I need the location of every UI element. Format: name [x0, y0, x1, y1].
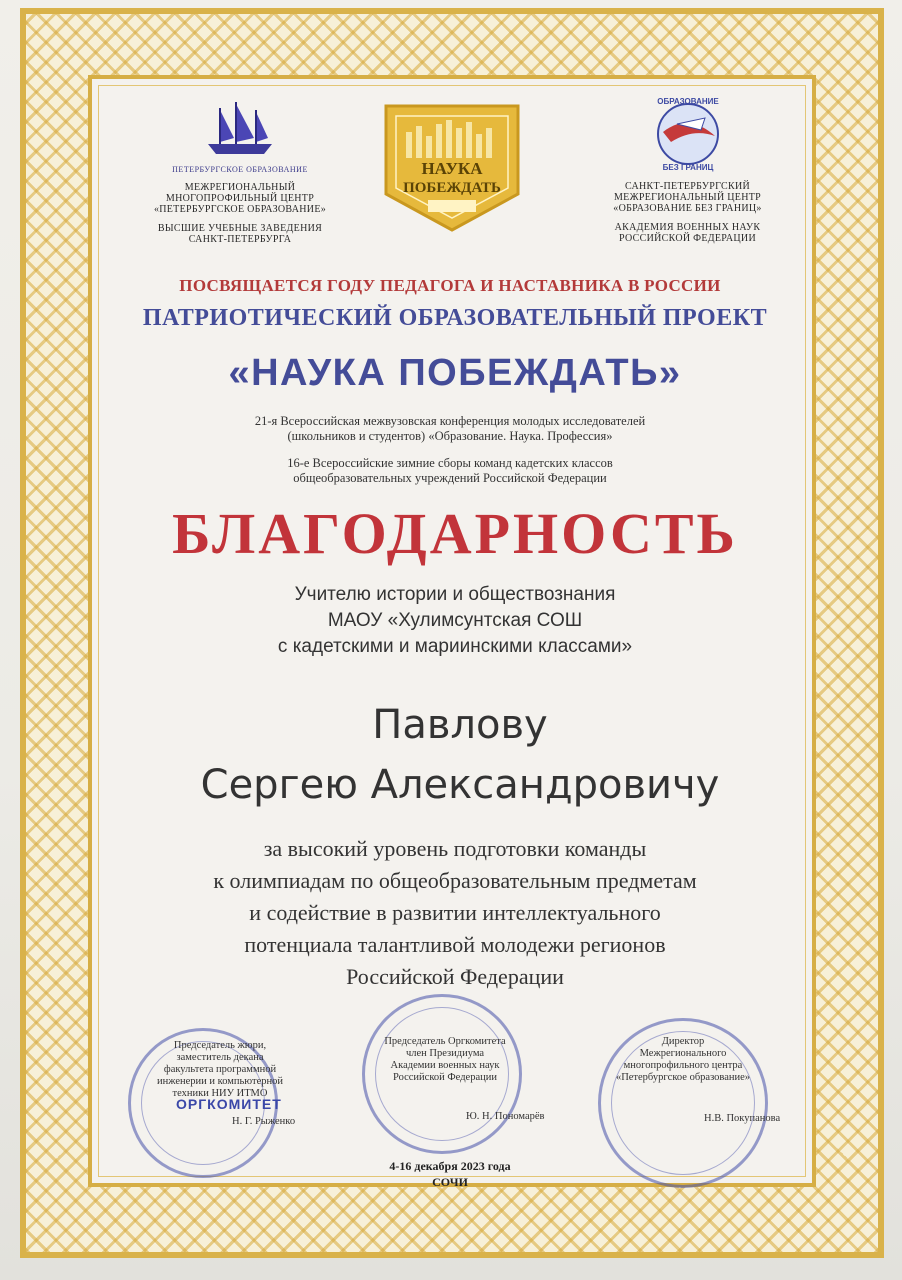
orgcommittee-stamp-label: ОРГКОМИТЕТ — [176, 1096, 282, 1112]
signature-block-director: Директор Межрегионального многопрофильного центра «Петербургское образование» — [615, 1036, 751, 1083]
right-org-academy: АКАДЕМИЯ ВОЕННЫХ НАУК РОССИЙСКОЙ ФЕДЕРАЦИИ — [614, 222, 761, 244]
event-date-place: 4-16 декабря 2023 года СОЧИ — [389, 1159, 511, 1189]
dedication-line: ПОСВЯЩАЕТСЯ ГОДУ ПЕДАГОГА И НАСТАВНИКА В РОССИИ — [179, 276, 721, 295]
globe-bottom-text: БЕЗ ГРАНИЦ — [662, 163, 713, 172]
left-org-name: МЕЖРЕГИОНАЛЬНЫЙ МНОГОПРОФИЛЬНЫЙ ЦЕНТР «ПЕТЕРБУРГСКОЕ ОБРАЗОВАНИЕ» — [153, 182, 327, 215]
globe-top-text: ОБРАЗОВАНИЕ — [656, 97, 719, 106]
project-name: «НАУКА ПОБЕЖДАТЬ» — [228, 352, 682, 394]
left-logo-block — [150, 100, 330, 245]
project-emblem-icon — [382, 102, 522, 234]
ship-icon — [200, 100, 280, 160]
recipient-role: Учителю истории и обществознания МАОУ «Хулимсунтская СОШ с кадетскими и мариинскими классами» — [277, 584, 633, 657]
signature-block-jury: Председатель жюри, заместитель декана факультета программной инженерии и компьютерной техники НИУ ИТМО — [156, 1040, 283, 1099]
emblem-line2: ПОБЕЖДАТЬ — [403, 180, 501, 196]
project-heading: ПАТРИОТИЧЕСКИЙ ОБРАЗОВАТЕЛЬНЫЙ ПРОЕКТ — [142, 305, 768, 331]
emblem-line1: НАУКА — [421, 159, 483, 178]
signatory-name-3: Н.В. Покупанова — [704, 1113, 781, 1124]
signatory-name-2: Ю. Н. Пономарёв — [466, 1111, 545, 1122]
left-emblem-caption: ПЕТЕРБУРГСКОЕ ОБРАЗОВАНИЕ — [172, 165, 308, 174]
recipient-name: Павлову Сергею Александровичу — [200, 702, 720, 808]
conference-info-1: 21-я Всероссийская межвузовская конференция молодых исследователей (школьников и студентов) «Образование. Наука. Профессия» — [254, 414, 646, 443]
right-org-name: САНКТ-ПЕТЕРБУРГСКИЙ МЕЖРЕГИОНАЛЬНЫЙ ЦЕНТР «ОБРАЗОВАНИЕ БЕЗ ГРАНИЦ» — [613, 181, 762, 214]
signatory-name-1: Н. Г. Рыженко — [232, 1116, 296, 1127]
conference-info-2: 16-е Всероссийские зимние сборы команд кадетских классов общеобразовательных учреждений Российской Федерации — [287, 456, 613, 485]
certificate-title: БЛАГОДАРНОСТЬ — [172, 501, 738, 566]
left-org-universities: ВЫСШИЕ УЧЕБНЫЕ ЗАВЕДЕНИЯ САНКТ-ПЕТЕРБУРГА — [157, 223, 323, 245]
signature-block-committee: Председатель Оргкомитета член Президиума Академии военных наук Российской Федерации — [384, 1036, 506, 1083]
award-reason: за высокий уровень подготовки команды к олимпиадам по общеобразовательным предметам и содействие в развитии интеллектуального потенциала талантливой молодежи регионов Российской Федерации — [213, 836, 697, 989]
right-logo-block — [585, 92, 790, 244]
globe-dove-icon — [643, 92, 733, 172]
